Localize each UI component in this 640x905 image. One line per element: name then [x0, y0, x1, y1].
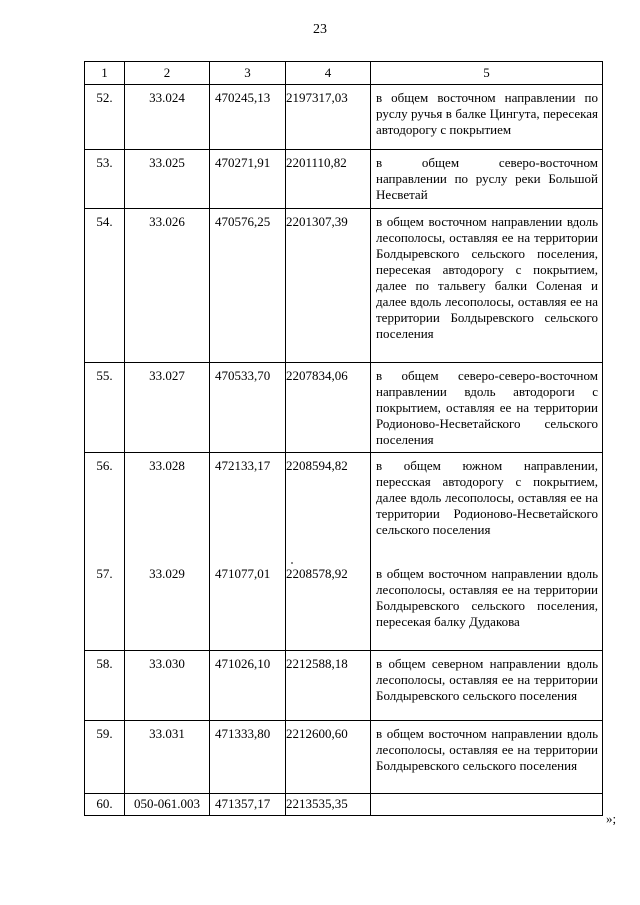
table-header-row	[85, 62, 603, 85]
coord-x: 470271,91	[210, 150, 286, 209]
coord-x: 470245,13	[210, 85, 286, 150]
point-code: 33.028	[125, 453, 210, 561]
point-code: 33.031	[125, 721, 210, 794]
boundary-description: в общем южном направлении, пересская автодорогу с покрытием, далее вдоль лесополосы, оставляя ее на территории Родионово-Несветайского сельского поселения	[371, 453, 603, 561]
point-number: 52.	[85, 85, 125, 150]
coord-x: 471077,01	[210, 561, 286, 651]
table-row	[85, 561, 603, 651]
point-number: 53.	[85, 150, 125, 209]
column-header: 5	[371, 62, 603, 85]
column-header: 4	[286, 62, 371, 85]
table-row	[85, 794, 603, 816]
point-code: 33.024	[125, 85, 210, 150]
point-number: 55.	[85, 363, 125, 453]
point-number: 56.	[85, 453, 125, 561]
point-number: 54.	[85, 209, 125, 363]
table-row	[85, 721, 603, 794]
coord-x: 471333,80	[210, 721, 286, 794]
boundary-description: в общем северо-восточном направлении по руслу реки Большой Несветай	[371, 150, 603, 209]
coord-y: 2207834,06	[286, 363, 371, 453]
point-code: 33.030	[125, 651, 210, 721]
boundary-description: в общем восточном направлении по руслу ручья в балке Цингута, пересекая автодорогу с покрытием	[371, 85, 603, 150]
point-code: 33.026	[125, 209, 210, 363]
boundary-description: в общем северо-северо-восточном направлении вдоль автодороги с покрытием, оставляя ее на территории Родионово-Несветайского сельского поселения	[371, 363, 603, 453]
closing-quote-mark: »;	[606, 811, 617, 826]
point-code: 33.029	[125, 561, 210, 651]
table-row	[85, 150, 603, 209]
boundary-description: в общем северном направлении вдоль лесополосы, оставляя ее на территории Болдыревского сельского поселения	[371, 651, 603, 721]
coord-y: 2201110,82	[286, 150, 371, 209]
page-number: 23	[313, 22, 327, 37]
point-code: 33.025	[125, 150, 210, 209]
coord-y: 2212588,18	[286, 651, 371, 721]
point-number: 59.	[85, 721, 125, 794]
point-number: 60.	[85, 794, 125, 816]
coord-y: 2201307,39	[286, 209, 371, 363]
point-number: 57.	[85, 561, 125, 651]
coord-x: 470576,25	[210, 209, 286, 363]
coord-y: 2213535,35	[286, 794, 371, 816]
boundary-description: в общем восточном направлении вдоль лесополосы, оставляя ее на территории Болдыревского сельского поселения, пересекая балку Дудакова	[371, 561, 603, 651]
coord-x: 470533,70	[210, 363, 286, 453]
coord-x: 471357,17	[210, 794, 286, 816]
coord-x: 472133,17	[210, 453, 286, 561]
point-code: 050-061.003	[125, 794, 210, 816]
table-row	[85, 363, 603, 453]
boundary-description	[371, 794, 603, 816]
boundary-description: в общем восточном направлении вдоль лесополосы, оставляя ее на территории Болдыревского сельского поселения, пересекая автодорогу с покрытием, далее по тальвегу балки Соленая и далее вдоль лесополосы, оставляя ее на территории Болдыревского сельского поселения	[371, 209, 603, 363]
coord-y: 2208594,82	[286, 453, 371, 561]
table-row	[85, 651, 603, 721]
coord-y: 2208578,92	[286, 561, 371, 651]
table-row	[85, 85, 603, 150]
coord-x: 471026,10	[210, 651, 286, 721]
boundary-points-table	[84, 61, 603, 816]
coord-y: 2197317,03	[286, 85, 371, 150]
column-header: 2	[125, 62, 210, 85]
point-code: 33.027	[125, 363, 210, 453]
table-row	[85, 453, 603, 561]
column-header: 1	[85, 62, 125, 85]
column-header: 3	[210, 62, 286, 85]
coord-y: 2212600,60	[286, 721, 371, 794]
table-row	[85, 209, 603, 363]
point-number: 58.	[85, 651, 125, 721]
boundary-description: в общем восточном направлении вдоль лесополосы, оставляя ее на территории Болдыревского сельского поселения	[371, 721, 603, 794]
scan-speck	[291, 562, 293, 564]
